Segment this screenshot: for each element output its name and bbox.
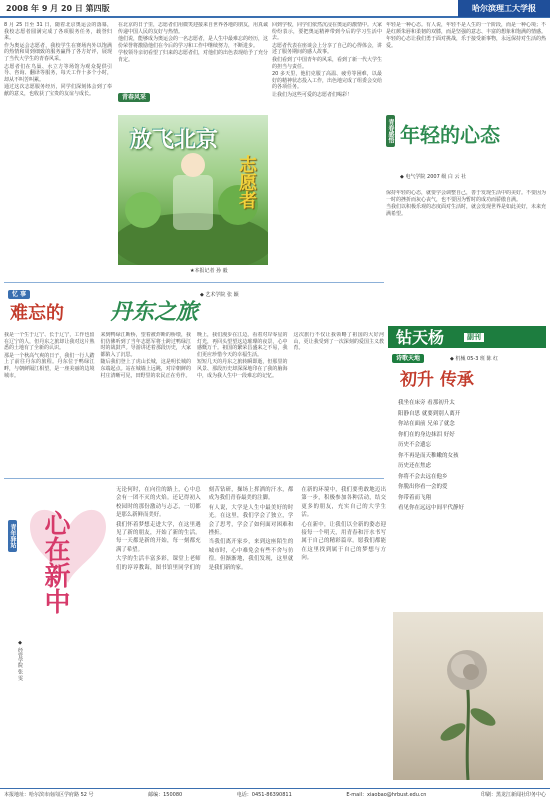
divider-2 [4, 478, 384, 479]
poem-line: 你们在的身边抹泪 好好 [398, 431, 455, 438]
top-byline: ★本报记者 孙 毅 [190, 268, 228, 274]
travel-title-2: 丹东之旅 [110, 299, 199, 325]
footer-postcode: 邮编：150080 [148, 792, 183, 798]
section-tag-insight: 青春感悟 [386, 115, 395, 147]
footer-address: 本报地址：哈尔滨市南岗区学府路 52 号 [4, 792, 94, 798]
newspaper-name: 哈尔滨理工大学报 [458, 0, 550, 17]
footer-phone: 电话：0451-86390811 [236, 792, 292, 798]
travel-byline: ◆ 艺术学院 张 颖 [200, 292, 239, 298]
column-title: 钻天杨 [396, 327, 445, 347]
poem-line: 你脱出你看一会的爱 [398, 484, 448, 490]
volunteer-banner-image [118, 115, 268, 265]
article-top-mid-text: 在北京的日子里，志愿者们用微笑迎接来自世界各地的朋友，用真诚传递中国人民的友好与热情。 他们说，能够成为奥运会的一名志愿者，是人生中最难忘的经历，这份荣誉将激励他们在今后的学习和工作中继续努力，不断进步。 学校领导亲切看望了归来的志愿者们，对他们的出色表现给予了充分肯定。 [118, 22, 268, 63]
poem-line: 你将不会去远在他乡 [398, 473, 448, 480]
divider-1 [4, 282, 384, 283]
right-byline: ◆ 电气学院 2007 级 白 云 社 [400, 174, 467, 180]
article-top-text: 8 月 25 日至 31 日，随着北京奥运会的落幕，我校志愿者圆满完成了各项服务任务，载誉归来。 作为奥运会志愿者，我校学生在赛场内外以饱满的热情和周到细致的服务赢得了各方好评，展现了当代大学生的青春风采。 志愿者们在鸟巢、水立方等场馆为观众提供引导、咨询、翻译等服务，每天工作十多个小时，却从不叫苦叫累。 通过这次志愿服务经历，同学们深刻体会到了奉献的意义，也收获了宝贵的友谊与成长。 [4, 22, 112, 97]
travel-title-1: 难忘的 [10, 303, 64, 324]
banner-title-2: 志愿者 [236, 155, 257, 209]
heart-article-title: 心在新中 [40, 510, 70, 614]
column-subtitle: 副刊 [464, 333, 484, 342]
poem-title: 初升 传承 [400, 370, 474, 390]
poem-body [398, 398, 544, 514]
section-tag-station: 青年驿站 [8, 520, 17, 552]
rose-photo [393, 612, 543, 780]
poem-line: 历史不会遗忘 [398, 442, 432, 448]
issue-date: 2008 年 9 月 20 日 第四版 [6, 3, 110, 13]
poem-line: 你站在面前 兄弟了就念 [398, 421, 455, 427]
poem-line: 你带着而飞翔 [398, 494, 432, 501]
banner-title-1: 放飞北京 [130, 128, 219, 153]
rose-flower-icon [393, 612, 543, 780]
heart-byline: ◆ 经管学院 张 雯 [17, 640, 23, 681]
column-banner [388, 326, 546, 348]
poem-line: 阳静自思 就要到别人离开 [398, 410, 461, 417]
footer-printer: 印刷：黑龙江新闻社印务中心 [480, 792, 546, 798]
poem-line: 历史还在焦虑 [398, 463, 432, 469]
right-article-title: 年轻的心态 [400, 123, 500, 147]
article-right-col-text: 年轻是一种心态。有人说，年轻不是人生的一个阶段，而是一种心境；不是红颜朱唇和柔韧的双膝，而是坚强的意志、丰富的想象和饱满的情感。 年轻的心态让我们勇于面对挑战，乐于接受新事物，永远保持对生活的热爱。 [386, 22, 546, 49]
section-tag-poem: 诗歌天地 [392, 354, 424, 363]
travel-article-text: 我是一个生于辽宁、长于辽宁，工作也留在辽宁的人，但丹东之旅却让我对这片熟悉的土地有了全新的认识。 那是一个秋高气爽的日子，我们一行人踏上了前往丹东的旅程。丹东位于鸭绿江畔，与朝鲜隔江相望，是一座美丽的边境城市。 来到鸭绿江断桥，望着被炸断的桥墩，我们仿佛听到了当年志愿军将士跨过鸭绿江时的战鼓声。导游讲述着那段历史，大家都陷入了沉思。 随后我们登上了虎山长城，这是明长城的东端起点。站在城墙上远眺，对岸朝鲜的村庄清晰可见，田野里的农民正在劳作。 晚上，我们漫步在江边，看着对岸零星的灯光，再回头望望这边璀璨的夜景，心中感慨万千。祖国的繁荣昌盛来之不易，我们更应珍惜今天的幸福生活。 短短几天的丹东之旅转瞬即逝，但那里的风景、那段历史却深深地印在了我的脑海中，成为我人生中一段难忘的记忆。 这次旅行不仅让我领略了祖国的大好河山，更让我受到了一次深刻的爱国主义教育。 [4, 332, 384, 379]
heart-article-text: 无论何时，在向往的路上，心中总会有一团不灭的火焰。还记得初入校园时的那份激动与忐忑，一切都是那么新鲜而美好。 我们怀着梦想走进大学，在这里遇见了新的朋友，开始了新的生活。每一天都是新的开始，每一刻都充满了希望。 大学的生活丰富多彩，课堂上老师们的谆谆教诲，图书馆里同学们的刻苦钻研，操场上挥洒的汗水，都成为我们青春最美的注脚。 有人说，大学是人生中最美好的时光。在这里，我们学会了独立，学会了思考，学会了如何面对困难和挫折。 当我们离开家乡，来到这座陌生的城市时，心中难免会有些不舍与彷徨。但渐渐地，我们发现，这里就是我们新的家。 在新的环境中，我们要勇敢地迈出第一步，积极参加各种活动，结交更多的朋友，充实自己的大学生活。 心在新中，让我们以全新的姿态迎接每一个明天，用青春和汗水书写属于自己的精彩篇章。愿我们都能在这里找到属于自己的梦想与方向。 [116, 487, 386, 571]
poem-line: 你不再是而天稚嫩的女孩 [398, 452, 459, 459]
section-tag-youth: 青春风采 [118, 93, 150, 102]
article-right-col-text-2: 保持年轻的心态，就要学会调整自己，善于发现生活中的美好。不要因为一时的挫折而灰心丧气，也不要因为暂时的成功而骄傲自满。 当我们以积极乐观的态度面对生活时，就会发现世界是如此美好，未来充满希望。 [386, 190, 546, 217]
page-header [0, 0, 550, 18]
page-footer [0, 788, 550, 802]
poem-line: 我坐在床旁 看那初升太 [398, 400, 455, 406]
footer-email: E-mail：xiaobao@hrbust.edu.cn [346, 792, 427, 798]
poem-byline: ◆ 机械 05-3 班 陈 红 [450, 356, 499, 362]
section-tag-memory: 忆 事 [8, 290, 30, 299]
poem-line: 看见你在远远中间平代静好 [398, 505, 465, 511]
article-top-right-text: 回到学校，同学们依然沉浸在奥运的激情中。大家纷纷表示，要把奥运精神带到今后的学习生活中去。 志愿者代表在座谈会上分享了自己的心得体会，讲述了服务期间的感人故事。 我们看到了中国青年的风采，看到了新一代大学生的担当与责任。 20 多天里，他们克服了高温、疲劳等困难，以最好的精神状态投入工作，出色地完成了组委会交给的各项任务。 让我们为这些可爱的志愿者们喝彩！ [272, 22, 382, 98]
